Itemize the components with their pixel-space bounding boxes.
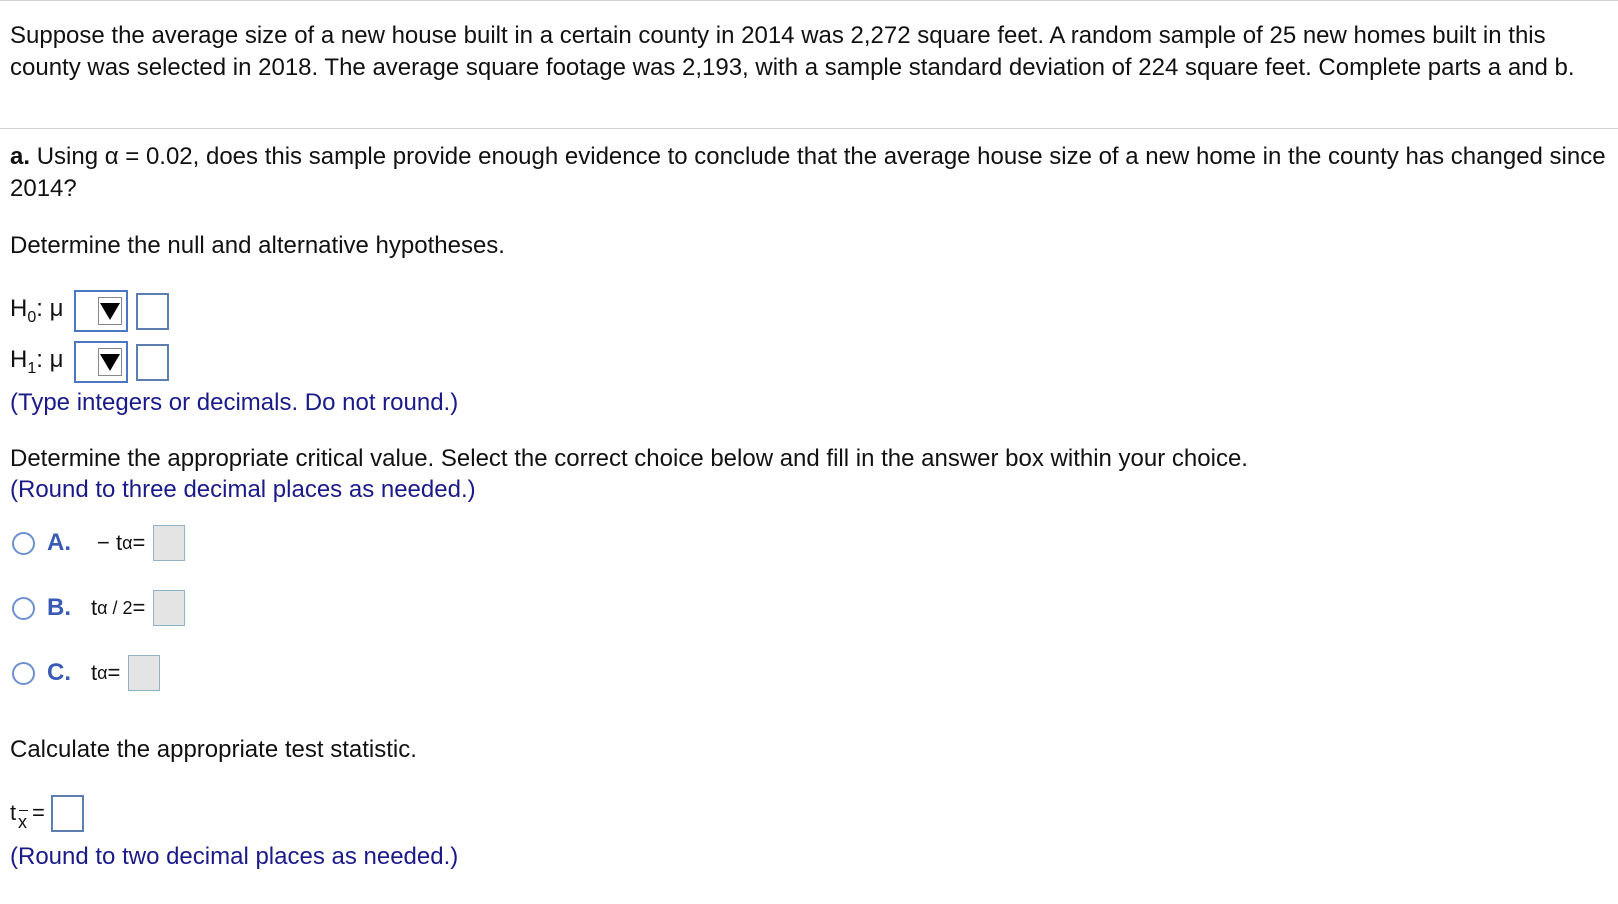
test-statistic-input[interactable]: [51, 795, 84, 832]
test-statistic-symbol: t x: [10, 800, 27, 832]
choice-b-radio[interactable]: [12, 597, 35, 620]
null-relation-dropdown[interactable]: [74, 290, 128, 332]
choice-a-expression: − t α =: [97, 530, 146, 555]
part-a-label: a.: [10, 143, 31, 170]
triangle-down-icon: [100, 354, 120, 371]
triangle-down-icon: [100, 303, 120, 320]
critical-instruction: Determine the appropriate critical value. Select the correct choice below and fill in the answer box within your choice.: [10, 445, 1248, 472]
choice-a-letter: A.: [47, 529, 71, 556]
stat-instruction: Calculate the appropriate test statistic.: [10, 736, 417, 763]
choice-b-input[interactable]: [153, 590, 185, 626]
choice-c-letter: C.: [47, 659, 71, 686]
choice-b: [12, 588, 185, 628]
alt-hypothesis-row: [10, 340, 169, 384]
top-rule: [0, 0, 1618, 1]
section-divider: [0, 128, 1618, 129]
alt-value-input[interactable]: [136, 344, 169, 381]
dropdown-arrow-box: [98, 348, 122, 376]
choice-a-radio[interactable]: [12, 532, 35, 555]
choice-c-input[interactable]: [128, 655, 160, 691]
part-a-question: [10, 141, 1610, 204]
test-statistic-equals: =: [32, 800, 45, 825]
part-a-text: Using α = 0.02, does this sample provide enough evidence to conclude that the average house size of a new home in the county has changed since 2014?: [10, 143, 1606, 202]
null-hypothesis-label: $H_0$: μ: [10, 295, 64, 326]
problem-intro: Suppose the average size of a new house built in a certain county in 2014 was 2,272 square feet. A random sample of 25 new homes built in this county was selected in 2018. The average square footage was 2,193, with a sample standard deviation of 224 square feet. Complete parts a and b.: [10, 22, 1575, 81]
hypotheses-note: (Type integers or decimals. Do not round.): [10, 389, 459, 416]
choice-a: [12, 523, 185, 563]
choice-b-expression: t α / 2 =: [91, 595, 146, 620]
choice-c-radio[interactable]: [12, 662, 35, 685]
null-hypothesis-row: [10, 289, 169, 333]
choice-c-expression: t α =: [91, 660, 121, 685]
alt-hypothesis-label: $H_1$: μ: [10, 346, 64, 377]
critical-note: (Round to three decimal places as needed.): [10, 476, 476, 503]
choice-a-input[interactable]: [153, 525, 185, 561]
dropdown-arrow-box: [98, 297, 122, 325]
null-value-input[interactable]: [136, 293, 169, 330]
alt-relation-dropdown[interactable]: [74, 341, 128, 383]
choice-b-letter: B.: [47, 594, 71, 621]
stat-note: (Round to two decimal places as needed.): [10, 843, 459, 870]
test-statistic-row: [10, 793, 84, 833]
choice-c: [12, 653, 160, 693]
hypotheses-instruction: Determine the null and alternative hypotheses.: [10, 232, 505, 259]
